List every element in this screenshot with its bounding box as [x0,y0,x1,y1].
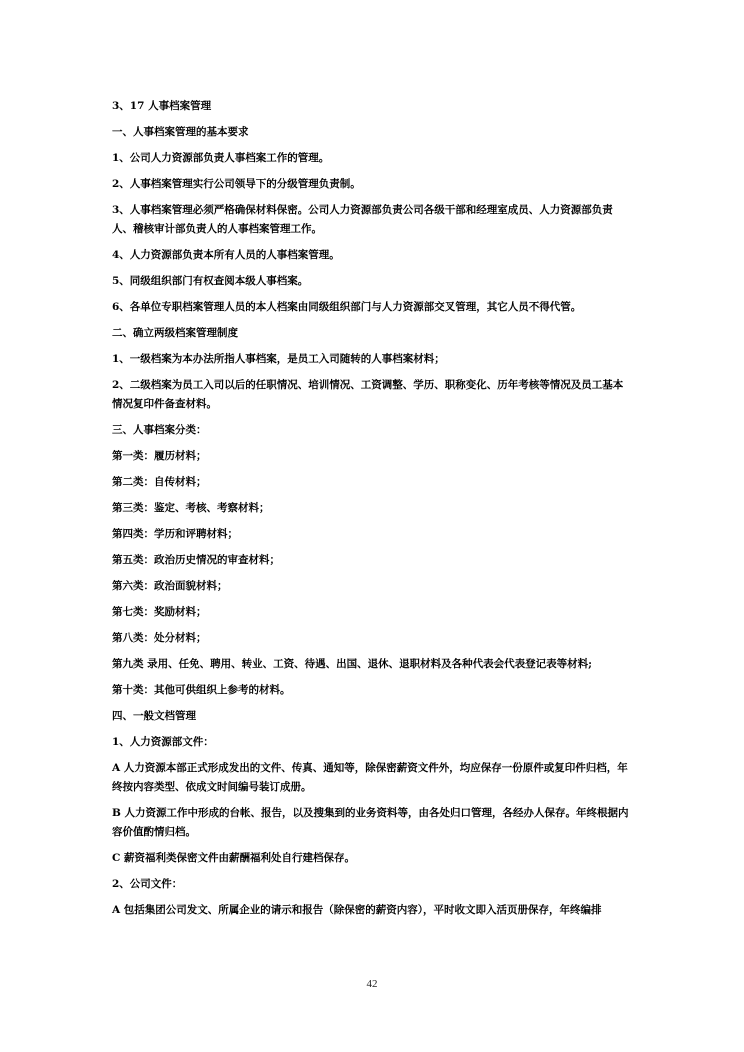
paragraph: C 薪资福利类保密文件由薪酬福利处自行建档保存。 [112,852,356,864]
paragraph: 3、人事档案管理必须严格确保材料保密。公司人力资源部负责公司各级干部和经理室成员、人力资源部负责人、稽核审计部负责人的人事档案管理工作。 [112,204,613,235]
paragraph: 2、二级档案为员工入司以后的任职情况、培训情况、工资调整、学历、职称变化、历年考核等情况及员工基本情况复印件备查材料。 [112,379,624,410]
page-number: 42 [366,978,378,990]
section-heading: 3、17 人事档案管理 [112,100,212,112]
paragraph: 6、各单位专职档案管理人员的本人档案由同级组织部门与人力资源部交叉管理，其它人员不得代管。 [112,301,582,313]
document-body [112,97,632,927]
list-item: 第六类：政治面貌材料； [112,580,228,592]
paragraph: 2、公司文件： [112,878,183,890]
subsection-heading: 四、一般文档管理 [112,710,196,722]
list-item: 第一类：履历材料； [112,450,207,462]
subsection-heading: 三、人事档案分类： [112,424,207,436]
paragraph: 1、一级档案为本办法所指人事档案，是员工入司随转的人事档案材料； [112,353,445,365]
list-item: 第五类：政治历史情况的审查材料； [112,554,280,566]
list-item: 第三类：鉴定、考核、考察材料； [112,502,270,514]
list-item: 第十类：其他可供组织上参考的材料。 [112,684,291,696]
paragraph: 1、公司人力资源部负责人事档案工作的管理。 [112,152,330,164]
list-item: 第二类：自传材料； [112,476,207,488]
paragraph: 4、人力资源部负责本所有人员的人事档案管理。 [112,249,340,261]
paragraph: 5、同级组织部门有权查阅本级人事档案。 [112,275,309,287]
paragraph: A 包括集团公司发文、所属企业的请示和报告（除保密的薪资内容），平时收文即入活页册保存，年终编排 [112,904,602,916]
list-item: 第七类：奖励材料； [112,606,207,618]
paragraph: 1、人力资源部文件： [112,736,214,748]
paragraph: B 人力资源工作中形成的台帐、报告，以及搜集到的业务资料等，由各处归口管理，各经办人保存。年终根据内容价值酌情归档。 [112,807,629,838]
list-item: 第四类：学历和评聘材料； [112,528,238,540]
list-item: 第八类：处分材料； [112,632,207,644]
subsection-heading: 二、确立两级档案管理制度 [112,327,238,339]
list-item: 第九类 录用、任免、聘用、转业、工资、待遇、出国、退休、退职材料及各种代表会代表登记表等材料; [112,658,593,670]
paragraph: 2、人事档案管理实行公司领导下的分级管理负责制。 [112,178,361,190]
subsection-heading: 一、人事档案管理的基本要求 [112,126,249,138]
paragraph: A 人力资源本部正式形成发出的文件、传真、通知等，除保密薪资文件外，均应保存一份原件或复印件归档，年终按内容类型、依成文时间编号装订成册。 [112,762,628,793]
